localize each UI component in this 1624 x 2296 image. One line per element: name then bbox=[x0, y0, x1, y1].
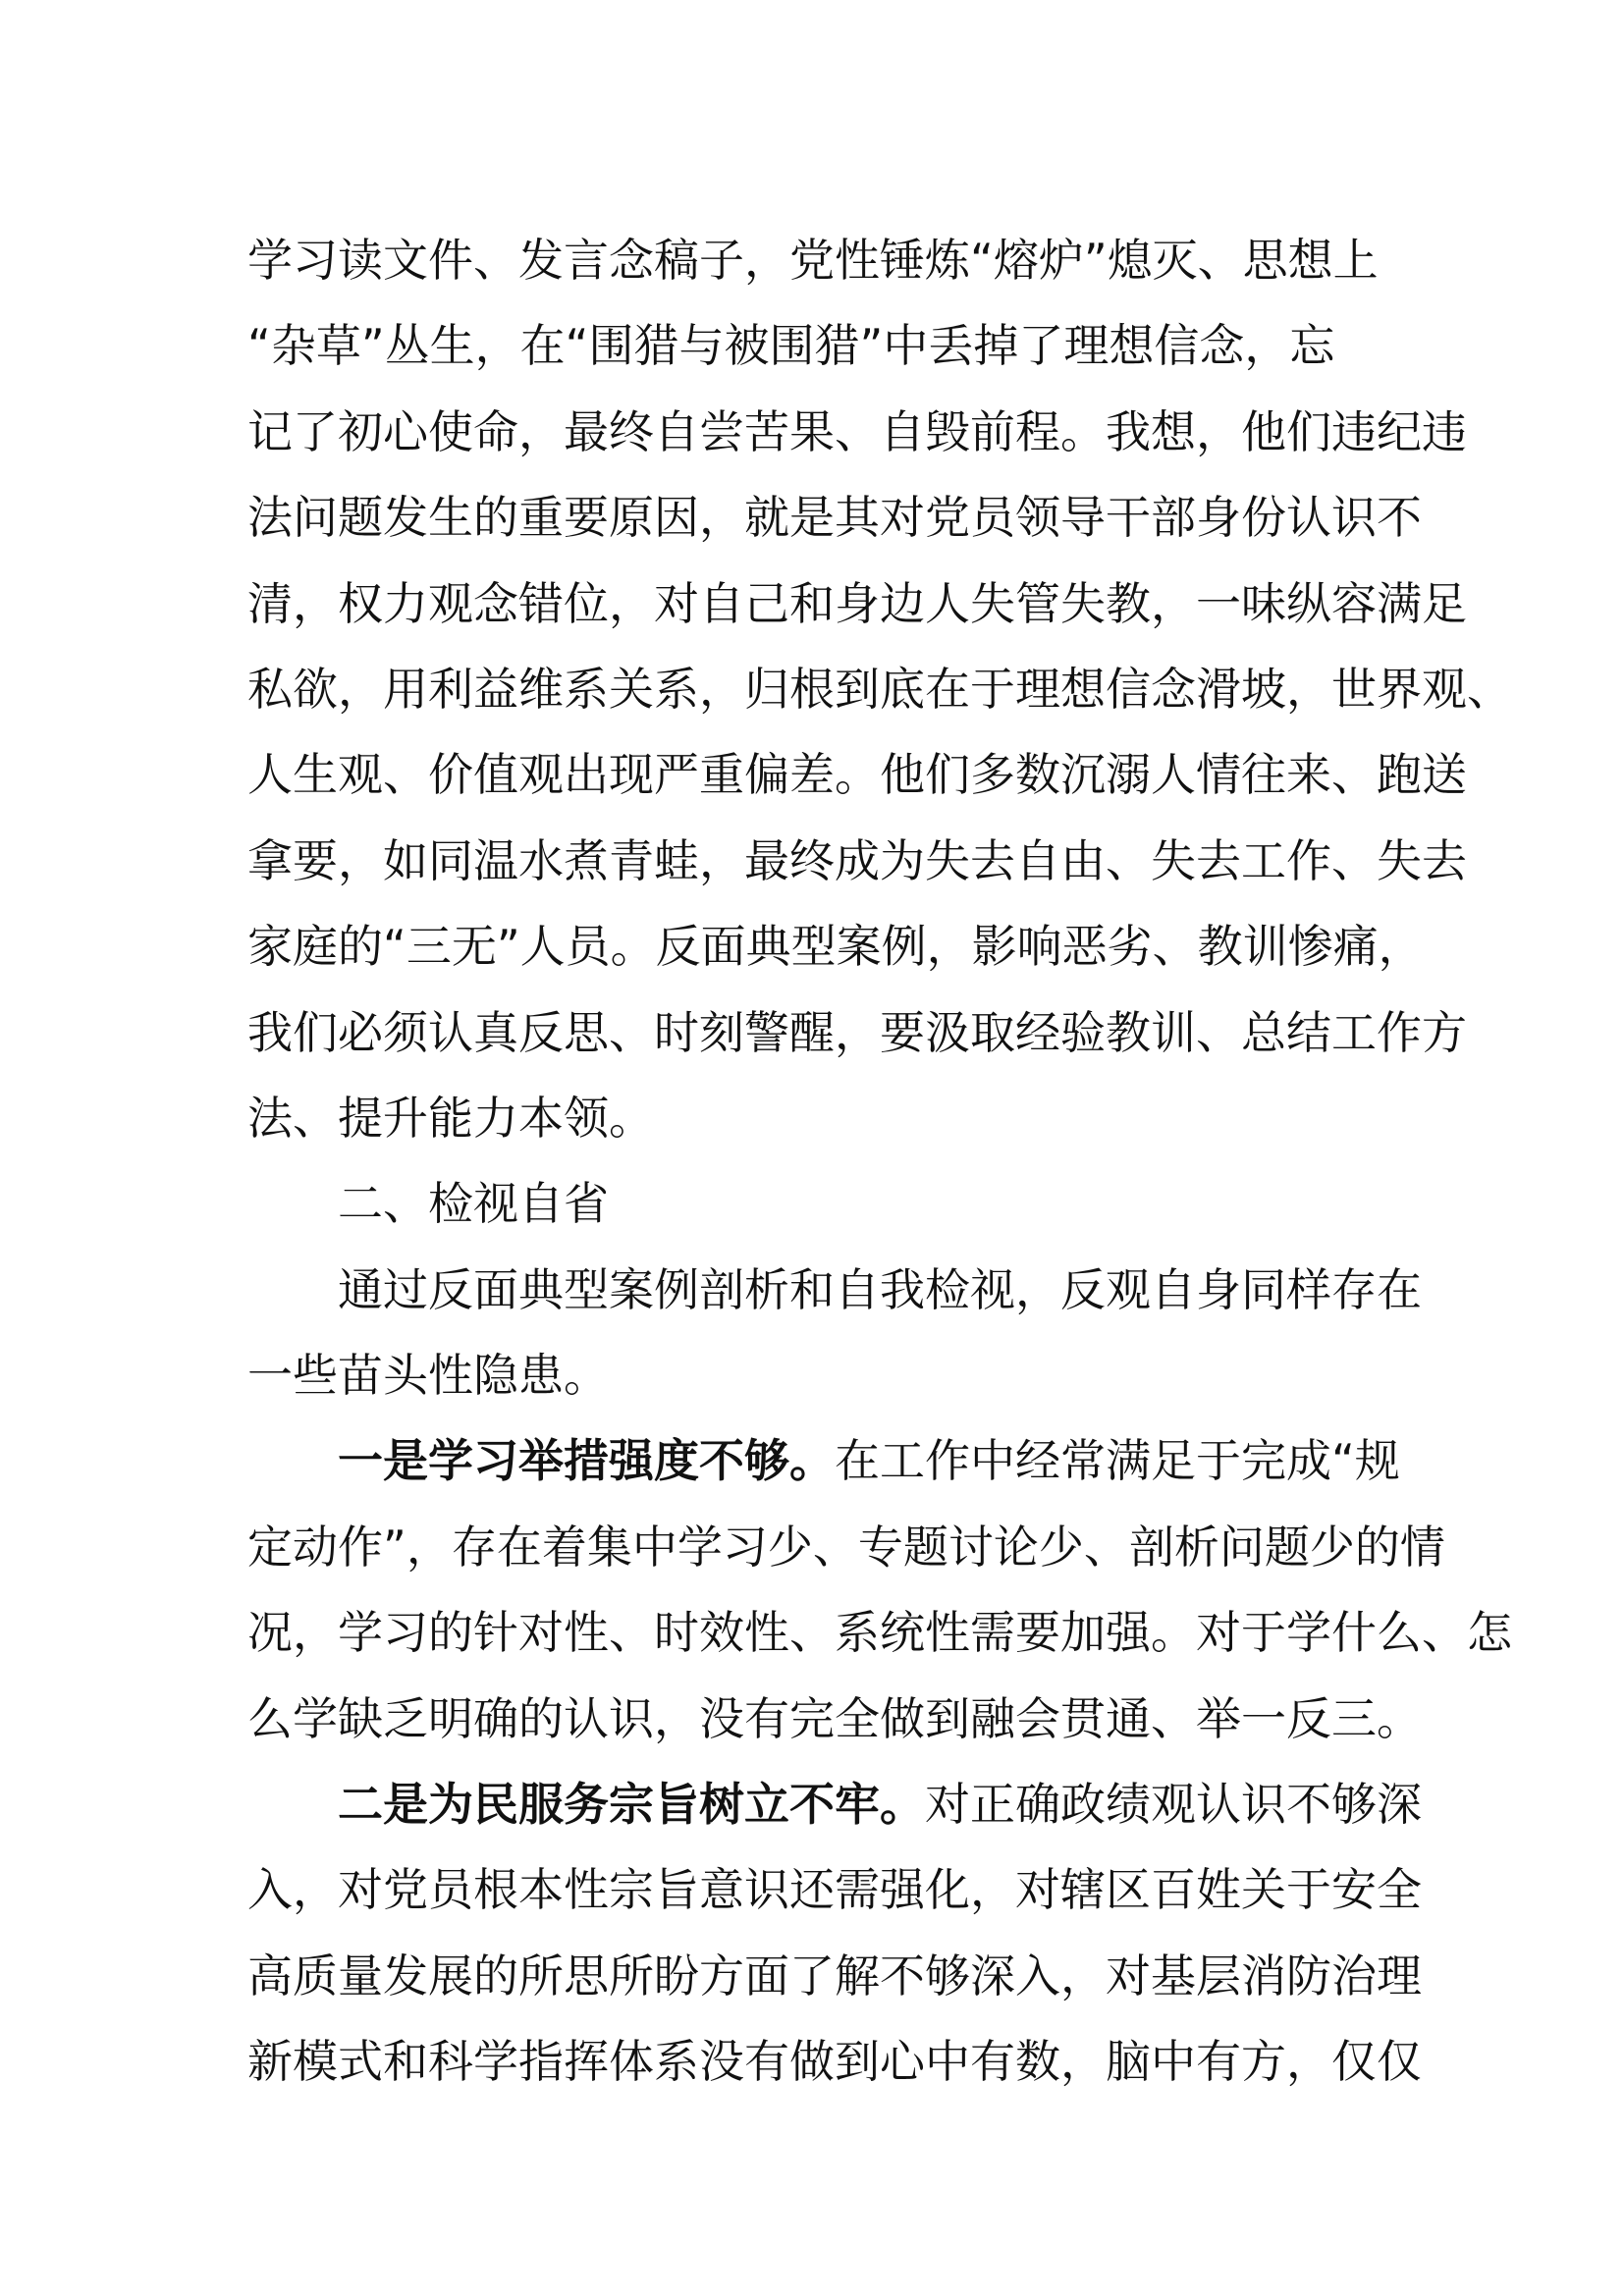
point-1-lead: 一是学习举措强度不够。 bbox=[338, 1434, 835, 1488]
text-line: 家庭的“三无”人员。反面典型案例，影响恶劣、教训惨痛， bbox=[247, 920, 1424, 974]
point-2-text: 对正确政绩观认识不够深 bbox=[925, 1778, 1422, 1832]
point-2-lead: 二是为民服务宗旨树立不牢。 bbox=[338, 1778, 925, 1832]
text-line: 新模式和科学指挥体系没有做到心中有数，脑中有方，仅仅 bbox=[247, 2035, 1422, 2089]
intro-line: 通过反面典型案例剖析和自我检视，反观自身同样存在 bbox=[338, 1262, 1422, 1316]
text-line: 记了初心使命，最终自尝苦果、自毁前程。我想，他们违纪违 bbox=[247, 404, 1467, 458]
text-line: 清，权力观念错位，对自己和身边人失管失教，一味纵容满足 bbox=[247, 576, 1467, 630]
section-heading: 二、检视自省 bbox=[338, 1177, 609, 1231]
intro-line: 一些苗头性隐患。 bbox=[247, 1349, 609, 1403]
text-line: 我们必须认真反思、时刻警醒，要汲取经验教训、总结工作方 bbox=[247, 1005, 1467, 1059]
text-line: 况，学习的针对性、时效性、系统性需要加强。对于学什么、怎 bbox=[247, 1606, 1512, 1660]
text-line: 人生观、价值观出现严重偏差。他们多数沉溺人情往来、跑送 bbox=[247, 748, 1467, 802]
point-1-text: 在工作中经常满足于完成“规 bbox=[835, 1434, 1400, 1488]
text-line: 入，对党员根本性宗旨意识还需强化，对辖区百姓关于安全 bbox=[247, 1863, 1422, 1917]
text-line: 么学缺乏明确的认识，没有完全做到融会贯通、举一反三。 bbox=[247, 1691, 1422, 1745]
point-2-first-line bbox=[247, 1762, 1422, 1847]
point-1-first-line bbox=[247, 1418, 1400, 1504]
text-line: 法、提升能力本领。 bbox=[247, 1091, 654, 1145]
body-text bbox=[247, 218, 1512, 2106]
text-line: 学习读文件、发言念稿子，党性锤炼“熔炉”熄灭、思想上 bbox=[247, 234, 1379, 287]
text-line: 拿要，如同温水煮青蛙，最终成为失去自由、失去工作、失去 bbox=[247, 833, 1467, 887]
text-line: 私欲，用利益维系关系，归根到底在于理想信念滑坡，世界观、 bbox=[247, 662, 1512, 716]
text-line: 高质量发展的所思所盼方面了解不够深入，对基层消防治理 bbox=[247, 1949, 1422, 2002]
text-line: “杂草”丛生，在“围猎与被围猎”中丢掉了理想信念，忘 bbox=[247, 319, 1335, 373]
text-line: 定动作”，存在着集中学习少、专题讨论少、剖析问题少的情 bbox=[247, 1520, 1445, 1574]
text-line: 法问题发生的重要原因，就是其对党员领导干部身份认识不 bbox=[247, 491, 1422, 545]
